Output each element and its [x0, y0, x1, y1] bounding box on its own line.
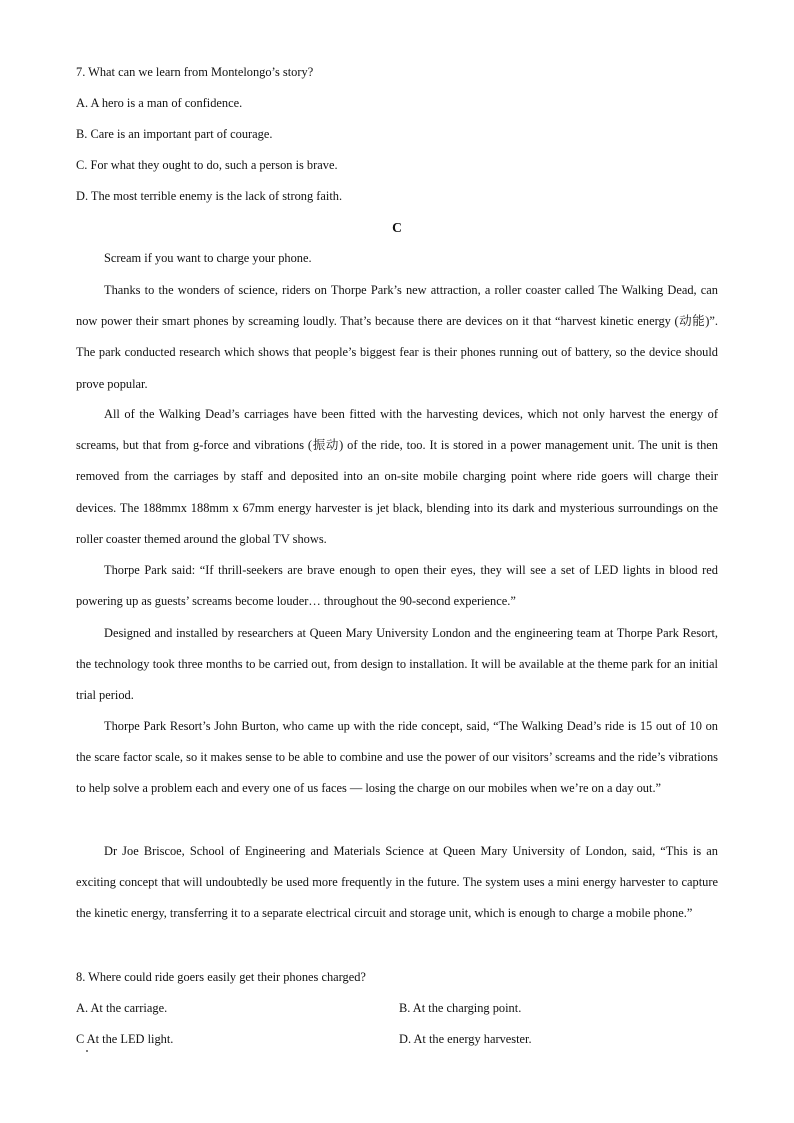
passage-paragraph-6: Thorpe Park Resort’s John Burton, who came up with the ride concept, said, “The Walking Dead’s ride is 15 out of 10 on the scare factor scale, so it makes sense to be able to combine and use the power of our visitors’ screams and the ride’s vibrations to help solve a problem each and every one of us faces — losing the charge on our mobiles when we’re on a day out.” — [76, 719, 718, 796]
question-7-option-c: C. For what they ought to do, such a person is brave. — [76, 158, 338, 172]
question-7-option-d: D. The most terrible enemy is the lack of strong faith. — [76, 189, 343, 203]
question-7-option-b: B. Care is an important part of courage. — [76, 127, 273, 141]
question-8: 8. Where could ride goers easily get their phones charged? — [76, 970, 366, 984]
passage-paragraph-3: All of the Walking Dead’s carriages have been fitted with the harvesting devices, which not only harvest the energy of screams, but that from g-force and vibrations (振动) of the ride, too. It is stored in a power management unit. The unit is then removed from the carriages by staff and deposited into an on-site mobile charging point where ride goers will charge their devices. The 188mmx 188mm x 67mm energy harvester is jet black, blending into its dark and mysterious surroundings on the roller coaster themed around the global TV shows. — [76, 407, 718, 546]
passage-paragraph-4: Thorpe Park said: “If thrill-seekers are brave enough to open their eyes, they will see a set of LED lights in blood red powering up as guests’ screams become louder… throughout the 90-second experience.” — [76, 563, 718, 609]
passage-paragraph-5: Designed and installed by researchers at Queen Mary University London and the engineering team at Thorpe Park Resort, the technology took three months to be carried out, from design to installation. It will be available at the theme park for an initial trial period. — [76, 626, 718, 703]
question-8-option-b: B. At the charging point. — [399, 1001, 522, 1015]
question-8-option-a: A. At the carriage. — [76, 1001, 168, 1015]
section-heading: C — [392, 220, 402, 235]
passage-paragraph-2: Thanks to the wonders of science, riders on Thorpe Park’s new attraction, a roller coaster called The Walking Dead, can now power their smart phones by screaming loudly. That’s because there are devices on it that “harvest kinetic energy (动能)”. The park conducted research which shows that people’s biggest fear is their phones running out of battery, so the device should prove popular. — [76, 283, 718, 391]
passage-paragraph-7: Dr Joe Briscoe, School of Engineering and Materials Science at Queen Mary University of London, said, “This is an exciting concept that will undoubtedly be used more frequently in the future. The system uses a mini energy harvester to capture the kinetic energy, transferring it to a separate electrical circuit and storage unit, which is enough to charge a mobile phone.” — [76, 844, 718, 921]
question-7: 7. What can we learn from Montelongo’s story? — [76, 65, 314, 79]
stray-mark — [86, 1050, 88, 1052]
question-8-option-d: D. At the energy harvester. — [399, 1032, 532, 1046]
question-7-option-a: A. A hero is a man of confidence. — [76, 96, 243, 110]
question-8-option-c: C At the LED light. — [76, 1032, 174, 1046]
passage-paragraph-1: Scream if you want to charge your phone. — [104, 251, 312, 265]
